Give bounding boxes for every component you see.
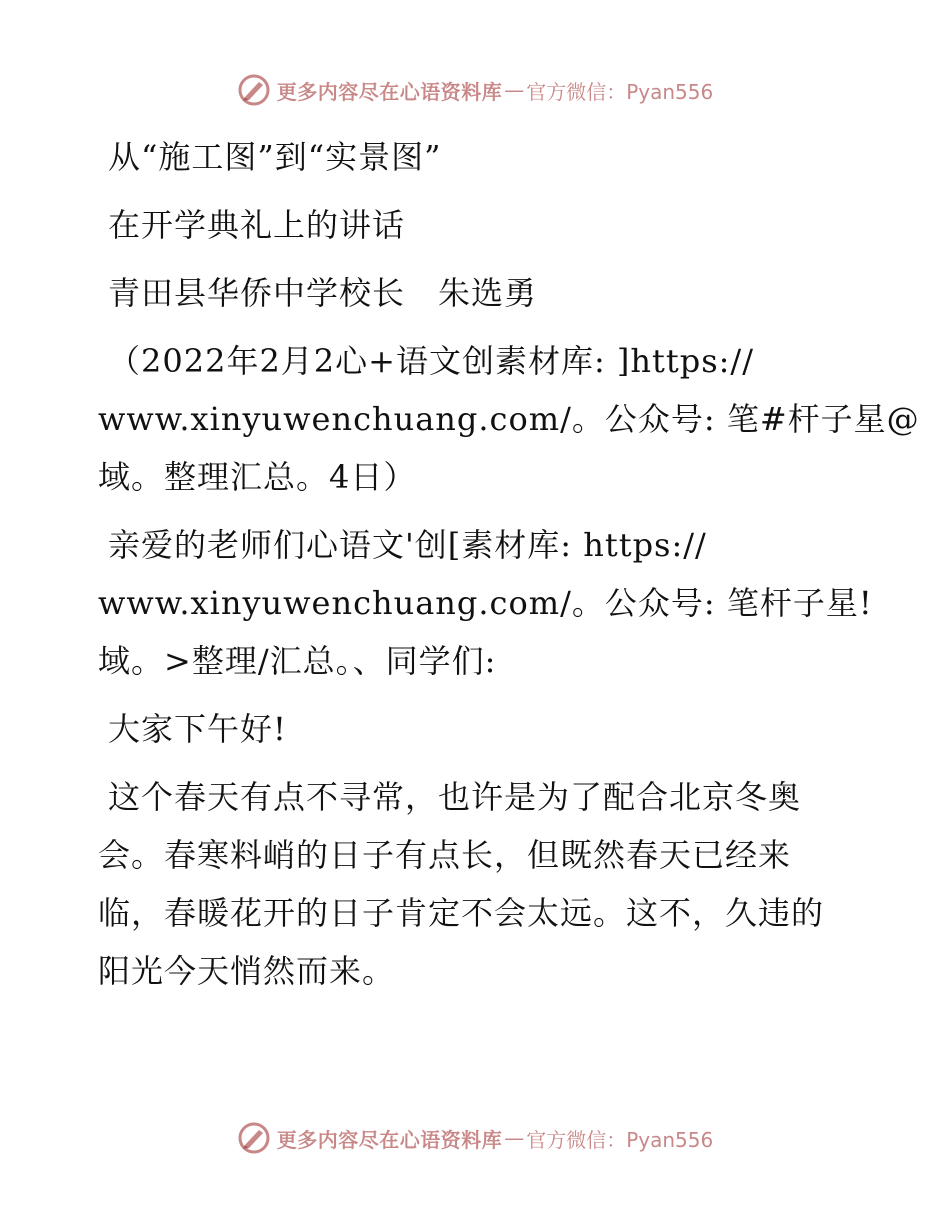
banner-contact: 官方微信：Pyan556 [526, 79, 714, 104]
date-line-3: 域。整理汇总。4日） [98, 458, 417, 496]
quill-circle-icon [237, 1121, 271, 1155]
quill-circle-icon [237, 73, 271, 107]
salutation-line-1: 亲爱的老师们心语文'创[素材库: https:// [108, 526, 707, 564]
paragraph-line-2: 会。春寒料峭的日子有点长，但既然春天已经来 [98, 836, 792, 874]
greeting: 大家下午好! [108, 710, 287, 748]
header-watermark-banner [0, 70, 950, 110]
banner-separator: — [504, 78, 525, 102]
paragraph-line-4: 阳光今天悄然而来。 [98, 952, 396, 990]
banner-text: 更多内容尽在心语资料库 [276, 1127, 503, 1152]
date-line-2: www.xinyuwenchuang.com/。公众号: 笔#杆子星@ [98, 400, 920, 438]
document-body [98, 128, 920, 1000]
document-title: 从“施工图”到“实景图” [108, 138, 442, 176]
date-line-1: （2022年2月2心+语文创素材库: ]https:// [108, 342, 754, 380]
banner-text: 更多内容尽在心语资料库 [276, 79, 503, 104]
paragraph-line-1: 这个春天有点不寻常，也许是为了配合北京冬奥 [108, 778, 802, 816]
footer-watermark-banner [0, 1118, 950, 1158]
banner-separator: — [504, 1126, 525, 1150]
document-author: 青田县华侨中学校长 朱选勇 [108, 274, 538, 312]
salutation-line-3: 域。>整理/汇总。、同学们: [98, 642, 497, 680]
banner-contact: 官方微信：Pyan556 [526, 1127, 714, 1152]
paragraph-line-3: 临，春暖花开的日子肯定不会太远。这不，久违的 [98, 894, 825, 932]
document-subtitle: 在开学典礼上的讲话 [108, 206, 406, 244]
salutation-line-2: www.xinyuwenchuang.com/。公众号: 笔杆子星! [98, 584, 873, 622]
